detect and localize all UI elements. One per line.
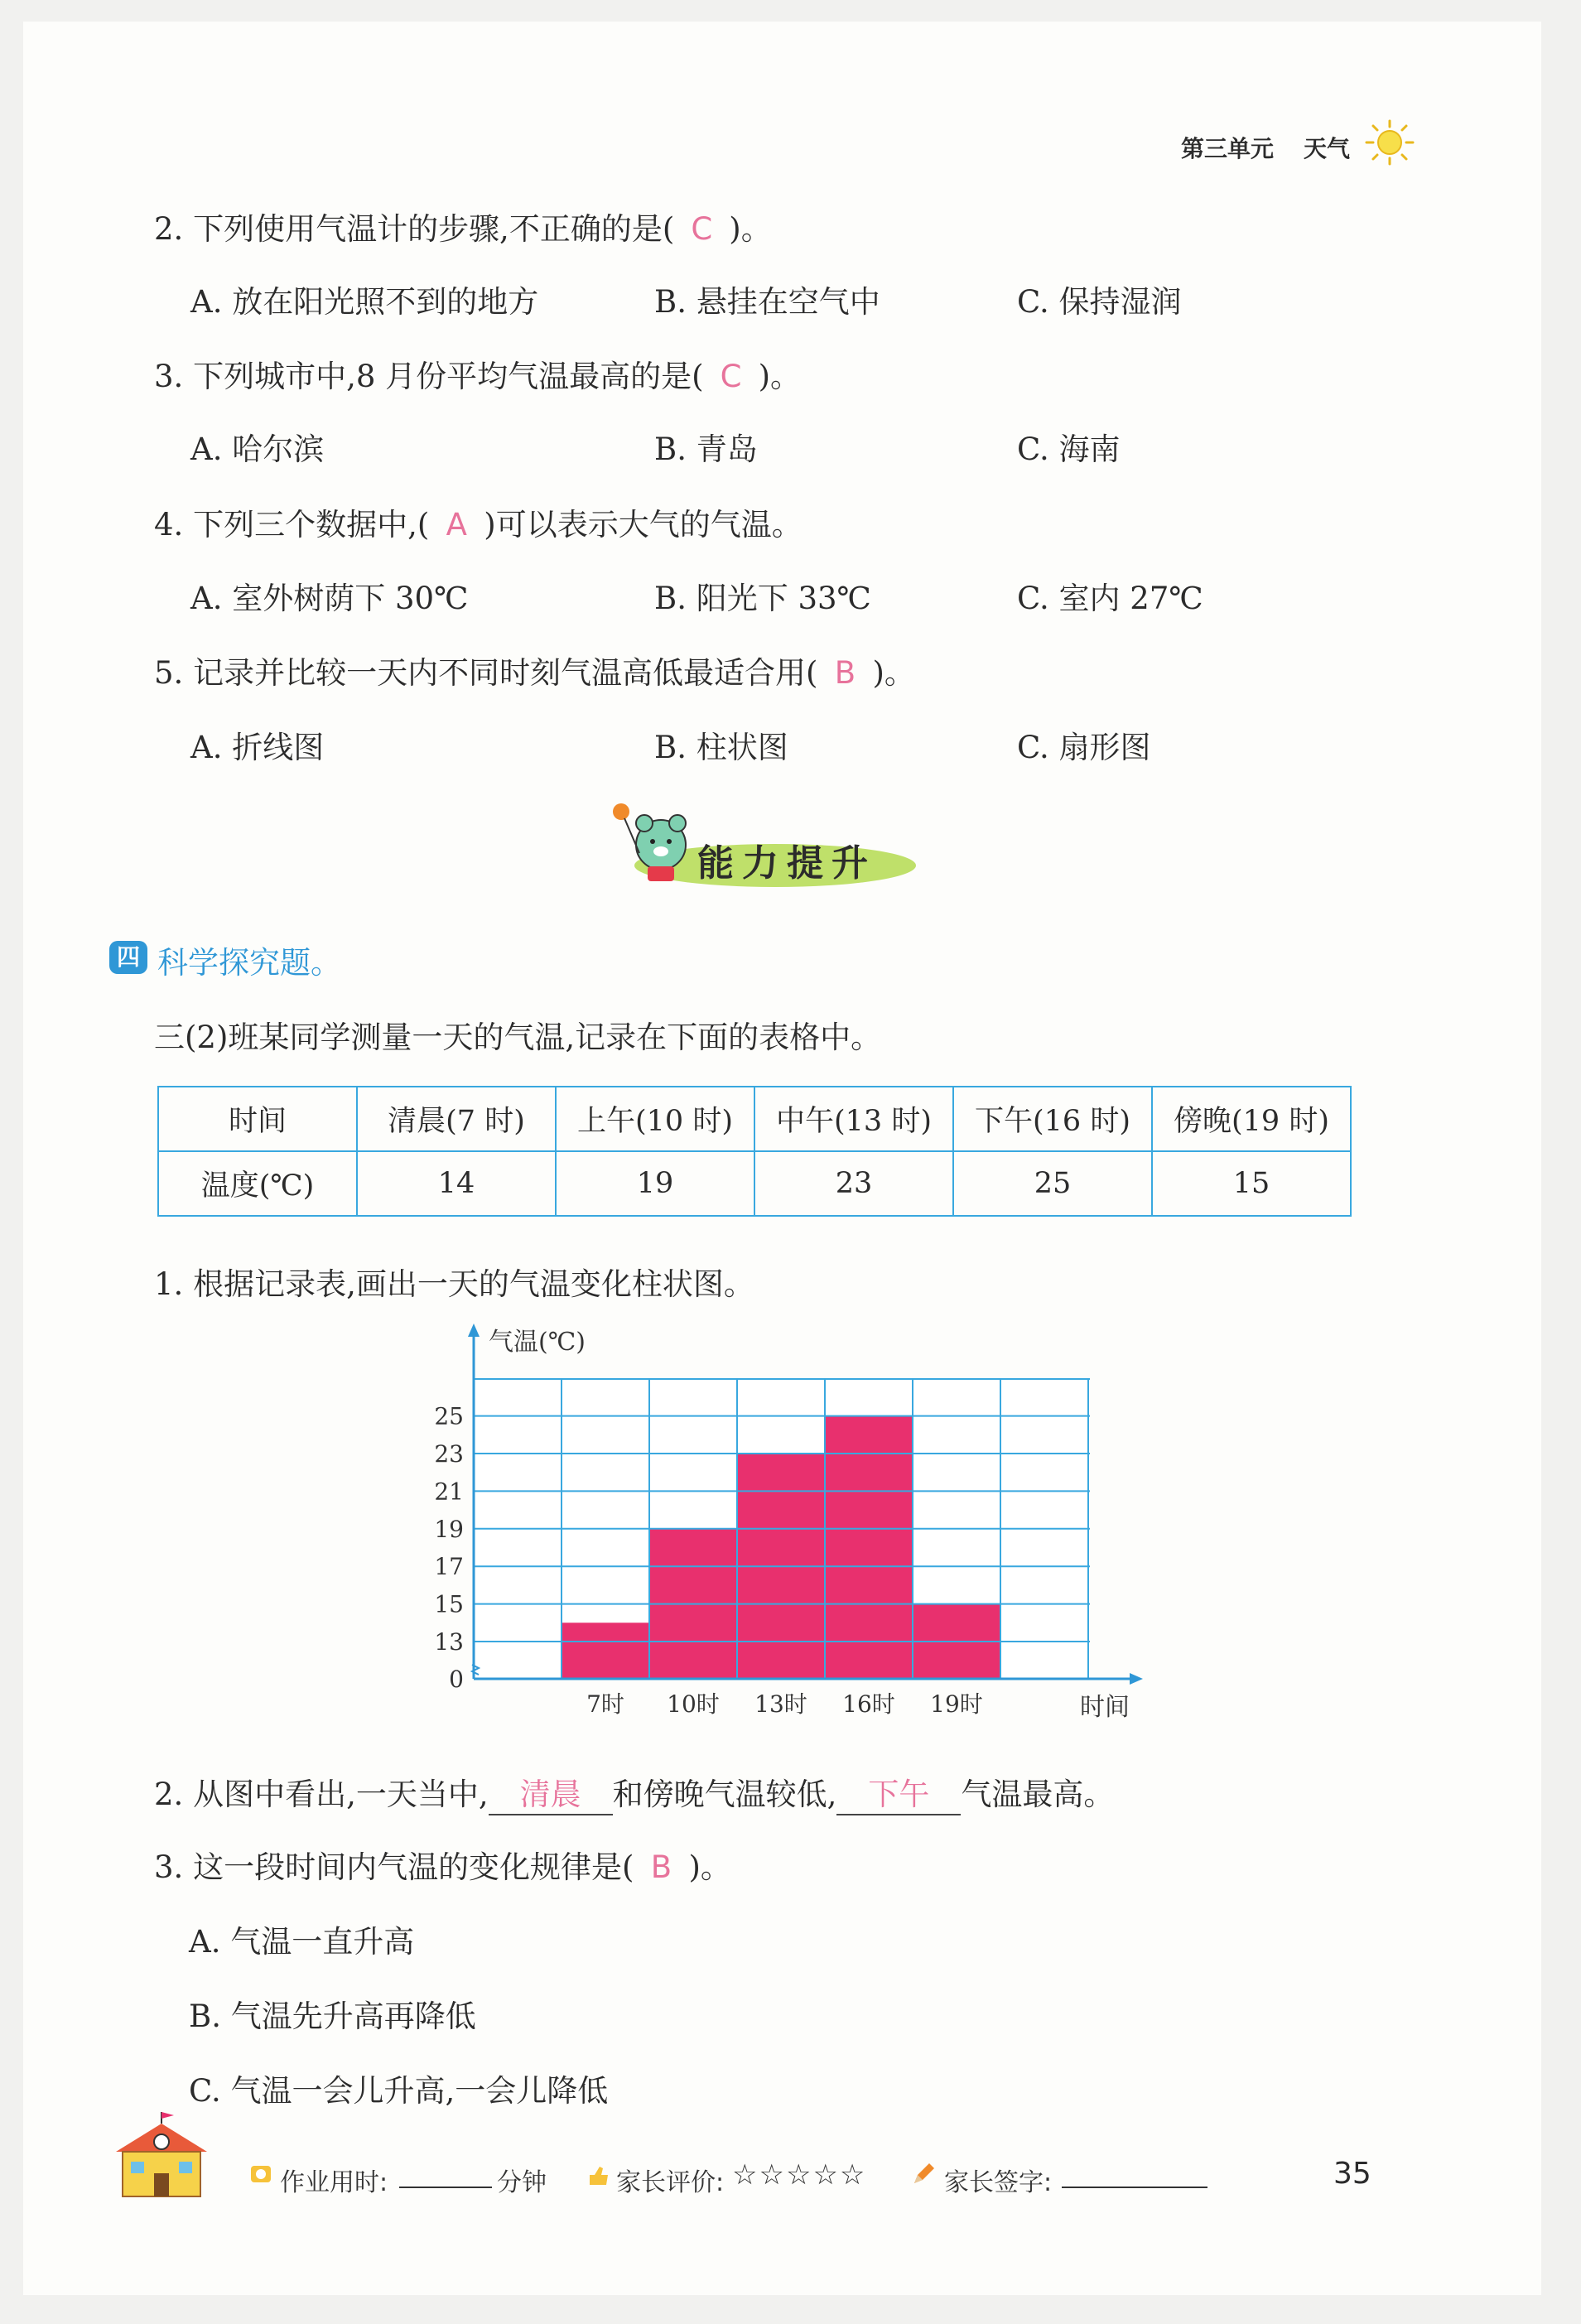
question-end: )。 [758, 359, 801, 394]
chart-y-axis-arrow [468, 1324, 480, 1337]
question-text: 气温最高。 [961, 1777, 1115, 1812]
answer-mark: C [720, 359, 742, 394]
section-badge: 四 [109, 941, 147, 974]
sun-icon [1362, 118, 1418, 167]
question-1: 1. 根据记录表,画出一天的气温变化柱状图。 [154, 1266, 754, 1302]
question-text: 5. 记录并比较一天内不同时刻气温高低最适合用( [154, 655, 818, 691]
question-end: )。 [729, 211, 772, 247]
chart-y-tick-label: 23 [434, 1440, 464, 1468]
option-c: C. 保持湿润 [1017, 284, 1182, 320]
answer-mark: B [834, 655, 856, 691]
question-text: 4. 下列三个数据中,( [154, 507, 430, 542]
option-a: A. 气温一直升高 [189, 1924, 415, 1960]
homework-time-label: 作业用时: [280, 2168, 388, 2197]
section-title: 科学探究题。 [157, 945, 341, 981]
chart-y-axis-label: 气温(℃) [489, 1328, 586, 1357]
table-cell: 25 [953, 1151, 1152, 1216]
rating-stars[interactable]: ☆☆☆☆☆ [732, 2158, 867, 2191]
question-3 [154, 351, 801, 396]
chart-x-tick-label: 16时 [842, 1690, 895, 1718]
banner-title: 能力提升 [697, 842, 876, 885]
chart-y-tick-label: 13 [434, 1628, 464, 1656]
school-house-icon [99, 2110, 224, 2201]
option-c: C. 海南 [1017, 432, 1121, 467]
chart-y-tick-label: 21 [434, 1478, 464, 1506]
answer-blank: 清晨 [489, 1769, 613, 1815]
table-row [158, 1151, 1351, 1216]
thumb-icon [586, 2163, 610, 2187]
question-text: 3. 这一段时间内气温的变化规律是( [154, 1849, 634, 1885]
question-2-fill [154, 1769, 1114, 1815]
question-end: )。 [688, 1849, 731, 1885]
chart-x-tick-label: 7时 [586, 1690, 624, 1718]
chart-y-tick-label: 0 [449, 1666, 464, 1693]
chart-x-axis-label: 时间 [1080, 1693, 1130, 1722]
table-cell: 14 [357, 1151, 556, 1216]
chart-bar [825, 1416, 913, 1679]
question-text: 3. 下列城市中,8 月份平均气温最高的是( [154, 359, 704, 394]
option-b: B. 青岛 [654, 432, 758, 467]
option-b: B. 气温先升高再降低 [189, 1999, 476, 2034]
option-b: B. 柱状图 [654, 730, 788, 765]
question-3-choice [154, 1842, 731, 1887]
page-number: 35 [1333, 2157, 1371, 2191]
question-end: )可以表示大气的气温。 [484, 507, 803, 542]
table-cell: 下午(16 时) [953, 1087, 1152, 1151]
question-2 [154, 204, 772, 248]
homework-time-unit: 分钟 [497, 2168, 547, 2197]
topic-label: 天气 [1304, 135, 1351, 162]
option-c: C. 气温一会儿升高,一会儿降低 [189, 2073, 609, 2109]
parent-eval-label: 家长评价: [616, 2168, 725, 2197]
table-cell: 傍晚(19 时) [1152, 1087, 1351, 1151]
question-text: 2. 下列使用气温计的步骤,不正确的是( [154, 211, 675, 247]
chart-x-tick-label: 13时 [754, 1690, 807, 1718]
option-a: A. 放在阳光照不到的地方 [190, 284, 539, 320]
option-b: B. 悬挂在空气中 [654, 284, 880, 320]
chart-y-tick-label: 15 [434, 1590, 464, 1618]
chart-y-tick-label: 19 [434, 1515, 464, 1543]
table-header-row [158, 1087, 1351, 1151]
question-4 [154, 499, 803, 544]
intro-text: 三(2)班某同学测量一天的气温,记录在下面的表格中。 [154, 1020, 882, 1055]
answer-mark: A [446, 507, 467, 542]
answer-blank: 下午 [836, 1769, 961, 1815]
option-a: A. 折线图 [190, 730, 325, 765]
chart-x-tick-label: 10时 [667, 1690, 720, 1718]
option-c: C. 扇形图 [1017, 730, 1151, 765]
option-a: A. 室外树荫下 30℃ [190, 581, 469, 616]
table-cell: 23 [754, 1151, 953, 1216]
option-c: C. 室内 27℃ [1017, 581, 1203, 616]
unit-label: 第三单元 [1181, 135, 1275, 162]
answer-mark: B [650, 1849, 672, 1885]
table-cell: 温度(℃) [158, 1151, 357, 1216]
parent-sign-blank [1062, 2187, 1207, 2188]
table-cell: 清晨(7 时) [357, 1087, 556, 1151]
option-b: B. 阳光下 33℃ [654, 581, 871, 616]
question-end: )。 [872, 655, 915, 691]
clock-icon [248, 2162, 273, 2187]
chart-y-tick-label: 25 [434, 1402, 464, 1430]
question-text: 2. 从图中看出,一天当中, [154, 1777, 489, 1812]
answer-mark: C [691, 211, 713, 247]
chart-x-tick-label: 19时 [930, 1690, 983, 1718]
parent-sign-label: 家长签字: [944, 2168, 1053, 2197]
chart-bar [562, 1622, 649, 1679]
question-text: 和傍晚气温较低, [612, 1777, 837, 1812]
homework-time-blank [399, 2187, 492, 2188]
table-cell: 15 [1152, 1151, 1351, 1216]
temperature-bar-chart [414, 1317, 1159, 1739]
temperature-table [157, 1086, 1352, 1217]
option-a: A. 哈尔滨 [190, 432, 325, 467]
chart-y-tick-label: 17 [434, 1553, 464, 1581]
table-cell: 时间 [158, 1087, 357, 1151]
table-cell: 上午(10 时) [556, 1087, 754, 1151]
table-cell: 中午(13 时) [754, 1087, 953, 1151]
chart-x-axis-arrow [1130, 1673, 1143, 1685]
question-5 [154, 648, 915, 692]
table-cell: 19 [556, 1151, 754, 1216]
pencil-icon [911, 2162, 936, 2187]
